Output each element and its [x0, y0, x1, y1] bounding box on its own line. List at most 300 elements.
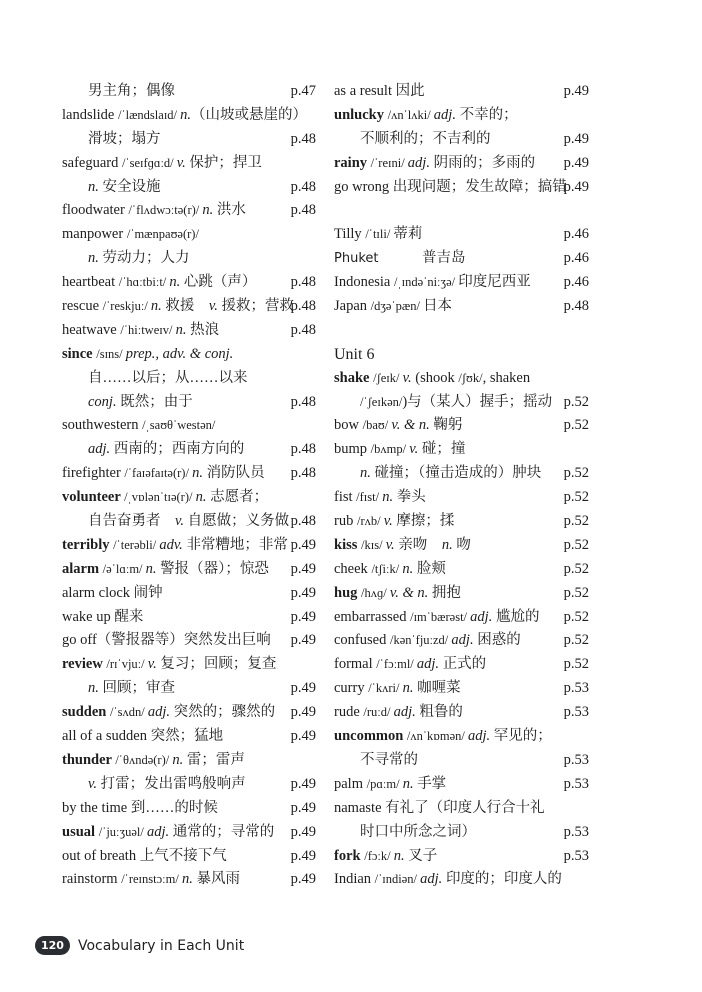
- page-reference: p.52: [563, 513, 589, 530]
- headword: sudden: [62, 704, 110, 721]
- entry-segment: rescue: [62, 298, 103, 315]
- page-reference: p.53: [563, 775, 589, 792]
- entry-text: [334, 226, 422, 242]
- phonetic: /ˈreɪnstɔːm/: [121, 872, 182, 887]
- part-of-speech: n.: [382, 489, 394, 506]
- phonetic: /ˌvɒlənˈtɪə(r)/: [124, 490, 196, 505]
- entry-text: [334, 417, 462, 433]
- page-reference: p.48: [290, 202, 316, 219]
- page-reference: p.48: [290, 178, 316, 195]
- page-reference: p.48: [290, 298, 316, 315]
- page-reference: p.48: [290, 513, 316, 530]
- entry-segment: 复习；回顾；复查: [156, 656, 277, 673]
- entry-segment: cheek: [334, 560, 372, 577]
- entry-text: [334, 871, 562, 887]
- phonetic: /ˈʃeɪkən/: [360, 394, 403, 409]
- entry-text: [62, 728, 223, 744]
- spacer: [334, 199, 589, 223]
- phonetic: /ˈflʌdwɔːtə(r)/: [128, 203, 203, 218]
- page-reference: p.48: [290, 274, 316, 291]
- footer-title: Vocabulary in Each Unit: [77, 937, 245, 954]
- phonetic: /ˈmænpaʊə(r)/: [126, 227, 199, 242]
- entry-segment: 手掌: [413, 775, 447, 792]
- entry-segment: rude: [334, 704, 364, 721]
- entry-segment: 亲吻: [394, 536, 442, 553]
- entry-segment: 救援: [161, 298, 209, 315]
- entry-segment: 回顾；审查: [98, 680, 175, 697]
- phonetic: /ˈθʌndə(r)/: [115, 752, 173, 767]
- vocab-entry-line: [62, 462, 316, 486]
- entry-text: [334, 728, 552, 744]
- phonetic: /rʌb/: [356, 514, 384, 529]
- vocab-entry-line: [62, 653, 316, 677]
- entry-segment: rub: [334, 513, 357, 530]
- entry-segment: rainstorm: [62, 871, 122, 888]
- vocab-entry-line: [334, 367, 589, 391]
- page-reference: p.49: [290, 823, 316, 840]
- entry-text: [334, 656, 486, 672]
- page-reference: p.53: [563, 751, 589, 768]
- entry-text: [334, 465, 541, 481]
- unit-heading: [334, 343, 589, 367]
- entry-segment: Indonesia: [334, 274, 394, 291]
- entry-text: [62, 202, 246, 218]
- entry-text: [334, 848, 437, 864]
- vocab-entry-line: [334, 797, 589, 821]
- page-reference: p.49: [290, 728, 316, 745]
- entry-text: [62, 489, 268, 505]
- vocab-entry-line: [62, 558, 316, 582]
- vocab-entry-line: [62, 367, 316, 391]
- entry-segment: Phuket: [334, 251, 379, 267]
- vocab-entry-line: [334, 152, 589, 176]
- phonetic: /ˈjuːʒuəl/: [98, 824, 147, 839]
- headword: unlucky: [334, 106, 388, 123]
- entry-segment: landslide: [62, 106, 118, 123]
- vocab-entry-line: [62, 271, 316, 295]
- vocab-entry-line: [62, 797, 316, 821]
- vocab-entry-line: [62, 176, 316, 200]
- phonetic: /tʃiːk/: [371, 561, 403, 576]
- phonetic: /hʌɡ/: [361, 585, 390, 600]
- page-reference: p.52: [563, 608, 589, 625]
- entry-segment: 不寻常的: [360, 751, 418, 768]
- entry-text: [62, 585, 163, 601]
- entry-segment: 自……以后；从……以来: [88, 369, 248, 386]
- part-of-speech: adj.: [88, 441, 111, 458]
- phonetic: /ˈterəbli/: [113, 537, 160, 552]
- entry-text: [334, 131, 491, 147]
- entry-text: [62, 824, 274, 840]
- vocab-entry-line: [62, 582, 316, 606]
- entry-segment: namaste 有礼了（印度人行合十礼: [334, 799, 545, 816]
- vocab-entry-line: [334, 701, 589, 725]
- page-reference: p.48: [290, 465, 316, 482]
- vocab-entry-line: [334, 606, 589, 630]
- vocab-entry-line: [62, 821, 316, 845]
- page-reference: p.49: [290, 799, 316, 816]
- headword: rainy: [334, 154, 371, 171]
- entry-segment: )与（某人）握手；摇动: [402, 393, 553, 410]
- entry-segment: 碰撞；（撞击造成的）肿块: [370, 465, 542, 482]
- entry-segment: as a result 因此: [334, 83, 425, 99]
- page-reference: p.53: [563, 847, 589, 864]
- page-reference: p.49: [290, 680, 316, 697]
- entry-segment: heatwave: [62, 321, 121, 338]
- entry-text: [62, 298, 294, 314]
- entry-text: [62, 800, 218, 816]
- phonetic: /kɪs/: [361, 537, 386, 552]
- vocab-entry-line: [62, 391, 316, 415]
- entry-segment: go wrong 出现问题；发生故障；搞错: [334, 178, 567, 195]
- headword: terribly: [62, 536, 114, 553]
- vocab-entry-line: [334, 534, 589, 558]
- page-reference: p.48: [290, 441, 316, 458]
- entry-segment: 志愿者；: [206, 489, 269, 506]
- vocab-entry-line: [62, 629, 316, 653]
- entry-text: [62, 871, 240, 887]
- entry-segment: 碰；撞: [418, 441, 466, 458]
- part-of-speech: adj.: [416, 656, 440, 673]
- entry-text: [334, 274, 531, 290]
- entry-text: [62, 370, 248, 386]
- page-reference: p.47: [290, 83, 316, 99]
- page-reference: p.52: [563, 584, 589, 601]
- vocabulary-column-right: [334, 80, 589, 892]
- phonetic: /pɑːm/: [366, 776, 403, 791]
- phonetic: /ʃeɪk/: [373, 370, 403, 385]
- entry-text: [334, 513, 454, 529]
- headword: volunteer: [62, 489, 125, 506]
- entry-text: [62, 465, 265, 481]
- part-of-speech: n.: [145, 560, 157, 577]
- entry-segment: 蒂莉: [393, 226, 423, 243]
- entry-text: [62, 848, 227, 864]
- part-of-speech: n.: [402, 560, 414, 577]
- phonetic: /ˈtɪli/: [365, 227, 394, 242]
- entry-text: [62, 656, 276, 672]
- part-of-speech: n.: [88, 178, 99, 195]
- page-reference: p.49: [290, 871, 316, 888]
- entry-text: [62, 155, 262, 171]
- entry-segment: 拥抱: [428, 584, 461, 601]
- phonetic: /rɪˈvjuː/: [106, 657, 148, 672]
- entry-segment: 打雷；发出雷鸣般响声: [97, 775, 246, 792]
- page-reference: p.53: [563, 680, 589, 697]
- page-number-badge: 120: [35, 936, 70, 955]
- page-reference: p.49: [563, 154, 589, 171]
- page-reference: p.46: [563, 226, 589, 243]
- vocab-entry-line: [334, 868, 589, 892]
- vocab-entry-line: [62, 343, 316, 367]
- part-of-speech: conj.: [88, 393, 117, 410]
- part-of-speech: n.: [150, 298, 162, 315]
- entry-text: [62, 513, 289, 529]
- entry-text: [334, 107, 518, 123]
- page-reference: p.49: [563, 178, 589, 195]
- phonetic: /ˈsʌdn/: [109, 705, 148, 720]
- vocab-entry-line: [62, 749, 316, 773]
- vocab-entry-line: [62, 247, 316, 271]
- headword: uncommon: [334, 728, 407, 745]
- part-of-speech: v.: [385, 536, 395, 553]
- part-of-speech: v. & n.: [391, 417, 430, 434]
- entry-segment: Indian: [334, 871, 375, 888]
- vocab-entry-line: [62, 510, 316, 534]
- entry-text: [334, 394, 552, 410]
- part-of-speech: n.: [393, 847, 405, 864]
- entry-text: [334, 250, 465, 266]
- entry-segment: 时口中所念之词）: [360, 823, 476, 840]
- vocab-entry-line: [334, 845, 589, 869]
- entry-text: [334, 83, 425, 99]
- entry-text: [62, 752, 245, 768]
- phonetic: /sɪns/: [96, 346, 126, 361]
- entry-segment: 警报（器）；惊恐: [156, 560, 269, 577]
- entry-segment: 援救；营救: [217, 298, 295, 315]
- spacer: [334, 319, 589, 343]
- part-of-speech: n.: [441, 536, 453, 553]
- entry-segment: 拳头: [393, 489, 426, 506]
- vocab-entry-line: [334, 821, 589, 845]
- part-of-speech: n.: [192, 465, 203, 482]
- part-of-speech: v.: [383, 513, 393, 530]
- entry-text: [334, 370, 530, 386]
- vocab-entry-line: [62, 534, 316, 558]
- entry-text: [62, 776, 246, 792]
- entry-segment: 不幸的；: [455, 106, 518, 123]
- entry-segment: 热浪: [186, 321, 220, 338]
- part-of-speech: n.: [402, 775, 414, 792]
- entry-segment: southwestern: [62, 417, 143, 434]
- page-reference: p.49: [290, 584, 316, 601]
- headword: since: [62, 345, 97, 362]
- entry-segment: out of breath 上气不接下气: [62, 847, 227, 864]
- phonetic: /ʌnˈlʌki/: [387, 107, 434, 122]
- entry-text: [334, 585, 461, 601]
- entry-segment: 印度尼西亚: [458, 274, 531, 291]
- entry-segment: 尴尬的: [492, 608, 540, 625]
- entry-segment: 滑坡；塌方: [88, 130, 161, 147]
- phonetic: /ʃʊk/: [458, 370, 483, 385]
- phonetic: /ˈreɪni/: [370, 155, 408, 170]
- entry-segment: （山坡或悬崖的）: [191, 106, 308, 123]
- entry-text: [62, 441, 244, 457]
- entry-text: [334, 609, 539, 625]
- page-reference: p.49: [290, 775, 316, 792]
- entry-segment: 非常糟地；非常: [182, 536, 288, 553]
- part-of-speech: v.: [88, 775, 97, 792]
- entry-segment: 男主角；偶像: [88, 83, 175, 99]
- entry-segment: palm: [334, 775, 367, 792]
- entry-segment: 暴风雨: [192, 871, 240, 888]
- entry-text: [62, 83, 175, 99]
- entry-segment: curry: [334, 680, 369, 697]
- part-of-speech: n.: [180, 106, 192, 123]
- headword: hug: [334, 584, 362, 601]
- part-of-speech: adv.: [159, 536, 183, 553]
- page-reference: p.52: [563, 632, 589, 649]
- entry-segment: 洪水: [213, 202, 246, 219]
- phonetic: /ˈfaɪəfaɪtə(r)/: [124, 466, 193, 481]
- entry-segment: 罕见的；: [490, 728, 552, 745]
- part-of-speech: adj.: [420, 871, 443, 888]
- entry-segment: 印度的；印度人的: [442, 871, 562, 888]
- page-reference: p.46: [563, 274, 589, 291]
- phonetic: /ɪmˈbærəst/: [410, 609, 471, 624]
- entry-segment: manpower: [62, 226, 127, 243]
- part-of-speech: v.: [208, 298, 218, 315]
- vocab-entry-line: [334, 80, 589, 104]
- page-reference: p.48: [290, 321, 316, 338]
- entry-text: [334, 632, 521, 648]
- entry-text: [62, 680, 175, 696]
- page-reference: p.52: [563, 489, 589, 506]
- entry-segment: safeguard: [62, 154, 122, 171]
- entry-segment: formal: [334, 656, 377, 673]
- entry-text: [62, 632, 271, 648]
- entry-text: [62, 537, 288, 553]
- part-of-speech: v.: [175, 513, 184, 530]
- entry-text: [334, 347, 374, 363]
- part-of-speech: adj.: [470, 608, 493, 625]
- phonetic: /bʌmp/: [370, 442, 410, 457]
- vocab-entry-line: [334, 510, 589, 534]
- phonetic: /ˈreskjuː/: [102, 299, 151, 314]
- entry-segment: Tilly: [334, 226, 366, 243]
- headword: thunder: [62, 751, 116, 768]
- page-reference: p.48: [290, 393, 316, 410]
- vocab-entry-line: [62, 80, 316, 104]
- vocab-entry-line: [334, 438, 589, 462]
- entry-segment: 吻: [452, 536, 471, 553]
- page-reference: p.52: [563, 417, 589, 434]
- entry-text: [334, 704, 463, 720]
- part-of-speech: adj.: [407, 154, 430, 171]
- entry-text: [62, 346, 233, 362]
- entry-segment: 鞠躬: [429, 417, 463, 434]
- page-reference: p.49: [563, 83, 589, 99]
- entry-segment: go off（警报器等）突然发出巨响: [62, 632, 271, 649]
- headword: fork: [334, 847, 365, 864]
- part-of-speech: n.: [202, 202, 214, 219]
- entry-segment: 自愿做；义务做: [184, 513, 290, 530]
- entry-segment: fist: [334, 489, 357, 506]
- headword: review: [62, 656, 107, 673]
- entry-segment: Japan: [334, 298, 371, 315]
- vocab-entry-line: [62, 104, 316, 128]
- vocab-entry-line: [334, 414, 589, 438]
- part-of-speech: adj.: [467, 728, 491, 745]
- entry-text: [62, 179, 161, 195]
- phonetic: /fɪst/: [356, 490, 383, 505]
- entry-text: [334, 800, 545, 816]
- entry-text: [62, 609, 143, 625]
- vocab-entry-line: [62, 199, 316, 223]
- entry-text: [62, 322, 219, 338]
- phonetic: /əˈlɑːm/: [102, 561, 146, 576]
- entry-text: [334, 776, 446, 792]
- entry-text: [62, 250, 190, 266]
- part-of-speech: n.: [181, 871, 193, 888]
- entry-segment: 心跳（声）: [180, 274, 257, 291]
- part-of-speech: n.: [195, 489, 207, 506]
- vocab-entry-line: [334, 247, 589, 271]
- vocab-entry-line: [334, 582, 589, 606]
- vocab-entry-line: [334, 128, 589, 152]
- entry-segment: 突然的；骤然的: [169, 704, 276, 721]
- entry-segment: (shook: [411, 369, 459, 386]
- vocab-entry-line: [334, 629, 589, 653]
- vocab-entry-line: [62, 606, 316, 630]
- entry-text: [62, 704, 275, 720]
- entry-segment: alarm clock 闹钟: [62, 584, 163, 601]
- phonetic: /ˈɪndiən/: [374, 872, 421, 887]
- part-of-speech: adj.: [147, 704, 170, 721]
- entry-text: [334, 680, 461, 696]
- entry-segment: 正式的: [439, 656, 487, 673]
- page-reference: p.49: [290, 704, 316, 721]
- page-reference: p.52: [563, 393, 589, 410]
- entry-segment: 安全设施: [98, 178, 161, 195]
- entry-segment: bow: [334, 417, 363, 434]
- entry-segment: 普吉岛: [378, 250, 466, 267]
- entry-text: [334, 824, 476, 840]
- part-of-speech: n.: [88, 680, 99, 697]
- entry-segment: confused: [334, 632, 390, 649]
- phonetic: /kənˈfjuːzd/: [389, 633, 452, 648]
- vocab-entry-line: [334, 104, 589, 128]
- entry-segment: bump: [334, 441, 371, 458]
- entry-segment: 自告奋勇者: [88, 513, 175, 530]
- page-reference: p.52: [563, 465, 589, 482]
- phonetic: /ˈhiːtweɪv/: [120, 322, 176, 337]
- entry-segment: 劳动力；人力: [98, 250, 190, 267]
- vocab-entry-line: [334, 677, 589, 701]
- vocab-entry-line: [62, 128, 316, 152]
- vocab-entry-line: [62, 152, 316, 176]
- vocab-entry-line: [62, 701, 316, 725]
- part-of-speech: n.: [169, 274, 181, 291]
- entry-segment: embarrassed: [334, 608, 411, 625]
- vocabulary-column-left: [62, 80, 316, 892]
- entry-segment: 咖喱菜: [413, 680, 461, 697]
- part-of-speech: n.: [175, 321, 187, 338]
- entry-segment: 叉子: [404, 847, 438, 864]
- part-of-speech: v.: [176, 154, 186, 171]
- page-reference: p.49: [290, 536, 316, 553]
- vocab-entry-line: [62, 319, 316, 343]
- phonetic: /ˌɪndəˈniːʒə/: [394, 275, 459, 290]
- phonetic: /ʌnˈkɒmən/: [406, 729, 468, 744]
- phonetic: /baʊ/: [362, 418, 392, 433]
- page-reference: p.49: [290, 608, 316, 625]
- page-reference: p.52: [563, 560, 589, 577]
- entry-text: [334, 489, 426, 505]
- entry-text: [334, 298, 452, 314]
- vocab-entry-line: [334, 223, 589, 247]
- part-of-speech: adj.: [433, 106, 456, 123]
- headword: shake: [334, 369, 374, 386]
- entry-segment: firefighter: [62, 465, 125, 482]
- page-reference: p.48: [563, 298, 589, 315]
- entry-text: [62, 417, 215, 433]
- part-of-speech: v. & n.: [389, 584, 429, 601]
- entry-segment: heartbeat: [62, 274, 119, 291]
- page-reference: p.53: [563, 823, 589, 840]
- headword: usual: [62, 823, 99, 840]
- vocab-entry-line: [62, 845, 316, 869]
